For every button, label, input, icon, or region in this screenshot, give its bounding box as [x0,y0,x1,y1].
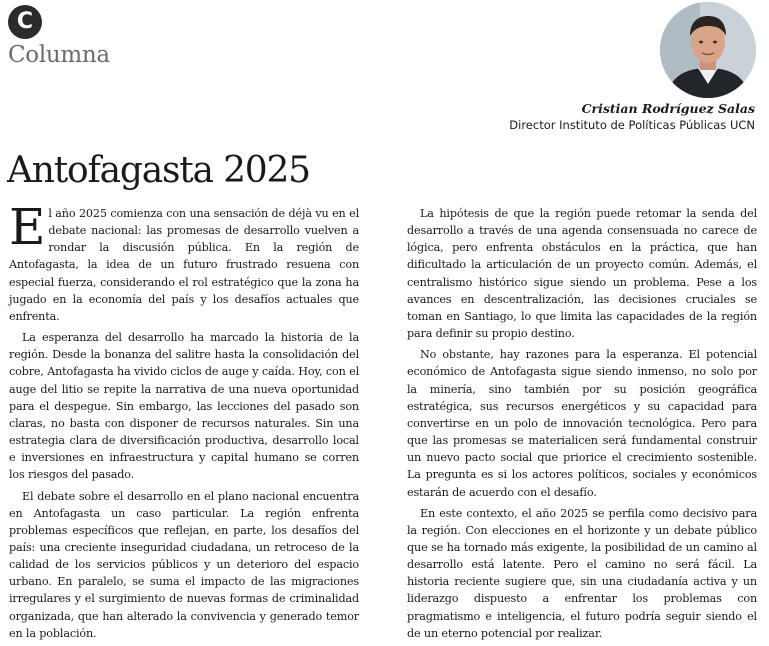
author-byline [509,101,755,133]
section-label: Columna [8,42,110,68]
author-portrait-icon [660,2,756,98]
author-role: Director Instituto de Políticas Públicas UCN [509,118,755,132]
article-paragraph: La hipótesis de que la región puede retomar la senda del desarrollo a través de una agenda consensuada no carece de lógica, pero enfrenta obstáculos en la práctica, que han dificultado la articulación de un proyecto común. Además, el centralismo histórico sigue siendo un problema. Pese a los avances en descentralización, las decisiones cruciales se toman en Santiago, lo que limita las capacidades de la región para definir su propio destino. [407,207,757,341]
column-badge: C [8,5,42,39]
article-paragraph: El debate sobre el desarrollo en el plano nacional encuentra en Antofagasta un caso particular. La región enfrenta problemas específicos que reflejan, en parte, los desafíos del país: una creciente inseguridad ciudadana, un retroceso de la calidad de los servicios públicos y un deterioro del espacio urbano. En paralelo, se suma el impacto de las migraciones irregulares y el surgimiento de nuevas formas de criminalidad organizada, que han alterado la convivencia y generado temor en la población. [9,489,359,640]
paragraph-text: l año 2025 comienza con una sensación de déjà vu en el debate nacional: las promesas de desarrollo vuelven a rondar la discusión pública. En la región de Antofagasta, la idea de un futuro frustrado resuena con especial fuerza, considerando el rol estratégico que la zona ha jugado en la economía del país y los desafíos actuales que enfrenta. [9,207,359,323]
article-column-right [407,205,757,646]
article-paragraph: La esperanza del desarrollo ha marcado la historia de la región. Desde la bonanza del salitre hasta la consolidación del cobre, Antofagasta ha vivido ciclos de auge y caída. Hoy, con el auge del litio se repite la narrativa de una nueva oportunidad para el despegue. Sin embargo, las lecciones del pasado son claras, no basta con disponer de recursos naturales. Sin una estrategia clara de diversificación productiva, desarrollo local e inversiones en infraestructura y capital humano se corren los riesgos del pasado. [9,331,359,482]
article-paragraph: No obstante, hay razones para la esperanza. El potencial económico de Antofagasta sigue siendo inmenso, no solo por la minería, sino también por su posición geográfica estratégica, sus recursos energéticos y su capacidad para convertirse en un polo de innovación tecnológica. Pero para que las promesas se materialicen será fundamental construir un nuevo pacto social que priorice el crecimiento sostenible. La pregunta es si los actores políticos, sociales y económicos estarán de acuerdo con el desafío. [407,348,757,499]
author-name: Cristian Rodríguez Salas [581,101,755,116]
author-photo [660,2,756,98]
article-headline: Antofagasta 2025 [7,150,310,191]
article-paragraph [9,198,359,325]
article-column-left [9,198,359,646]
article-paragraph: En este contexto, el año 2025 se perfila como decisivo para la región. Con elecciones en el horizonte y un debate público que se ha tornado más exigente, la posibilidad de un camino al desarrollo está latente. Pero el camino no será fácil. La historia reciente sugiere que, sin una ciudadanía activa y un liderazgo dispuesto a enfrentar los problemas con pragmatismo e inteligencia, el futuro podría seguir siendo el de un eterno potencial por realizar. [407,506,757,640]
drop-cap: E [9,198,46,256]
